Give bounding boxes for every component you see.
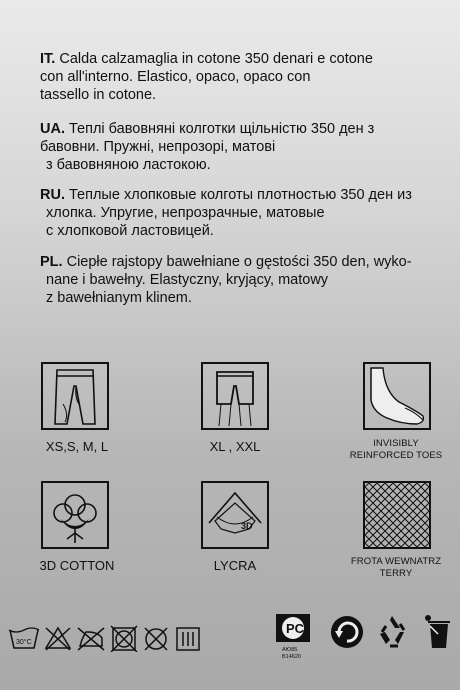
- size-label: XL , XXL: [209, 439, 261, 454]
- terry-label: [321, 556, 460, 580]
- pct-caption: АЮ85: [282, 647, 298, 653]
- desc-line: Теплые хлопковые колготы плотностью 350 ден из: [69, 187, 412, 203]
- cotton-flower-icon: [41, 481, 109, 549]
- bin-icon: [425, 615, 450, 648]
- desc-line: tassello in cotone.: [40, 87, 157, 103]
- desc-line: с хлопковой ластовицей.: [46, 223, 214, 239]
- certification-symbols: [274, 612, 460, 660]
- desc-line: бавовни. Пружні, непрозорі, матові: [40, 139, 276, 155]
- lang-code: UA.: [40, 121, 65, 137]
- desc-line: Теплі бавовняні колготки щільністю 350 ден з: [69, 121, 375, 137]
- care-symbols: [8, 624, 208, 652]
- desc-line: Calda calzamaglia in cotone 350 denari e cotone: [59, 51, 373, 67]
- desc-line: Ciepłe rajstopy bawełniane o gęstości 350 den, wyko-: [66, 254, 412, 270]
- no-dry-clean-icon: [145, 628, 167, 650]
- desc-line: з бавовняною ластокою.: [46, 157, 211, 173]
- tights-icon: [41, 362, 109, 430]
- lycra-icon: [201, 481, 269, 549]
- toes-label: [321, 438, 460, 462]
- description-ru: [40, 186, 440, 240]
- desc-line: nane i bawełny. Elastyczny, kryjący, matowy: [46, 272, 329, 288]
- size-label: XS,S, M, L: [45, 439, 109, 454]
- lang-code: IT.: [40, 51, 56, 67]
- no-iron-icon: [78, 628, 104, 650]
- recycle-icon: [380, 616, 404, 646]
- shorts-tights-icon: [201, 362, 269, 430]
- pct-caption: В14620: [282, 654, 301, 660]
- terry-label-line: FROTA WEWNATRZ: [350, 556, 442, 567]
- no-bleach-icon: [46, 628, 70, 650]
- description-ua: [40, 120, 440, 174]
- lycra-label: LYCRA: [213, 558, 257, 573]
- toes-label-line: REINFORCED TOES: [349, 450, 443, 461]
- toes-label-line: INVISIBLY: [373, 438, 419, 449]
- no-tumble-dry-icon: [111, 626, 137, 652]
- recycle-arrow-icon: [331, 616, 363, 648]
- lycra-badge: 3D: [241, 521, 253, 531]
- lang-code: RU.: [40, 187, 65, 203]
- foot-icon: [363, 362, 431, 430]
- description-it: [40, 50, 440, 104]
- desc-line: con all'interno. Elastico, opaco, opaco con: [40, 69, 311, 85]
- cotton-label: 3D COTTON: [39, 558, 115, 573]
- description-pl: [40, 253, 440, 307]
- terry-label-line: TERRY: [379, 568, 413, 579]
- wash-30-icon: [9, 628, 39, 648]
- terry-mesh-icon: [363, 481, 431, 549]
- desc-line: z bawełnianym klinem.: [46, 290, 192, 306]
- lang-code: PL.: [40, 254, 63, 270]
- pct-mark-icon: [276, 614, 310, 660]
- wash-temp: 30°C: [16, 639, 32, 646]
- dry-flat-icon: [177, 628, 199, 650]
- svg-text:PC: PC: [286, 621, 305, 636]
- desc-line: хлопка. Упругие, непрозрачные, матовые: [46, 205, 325, 221]
